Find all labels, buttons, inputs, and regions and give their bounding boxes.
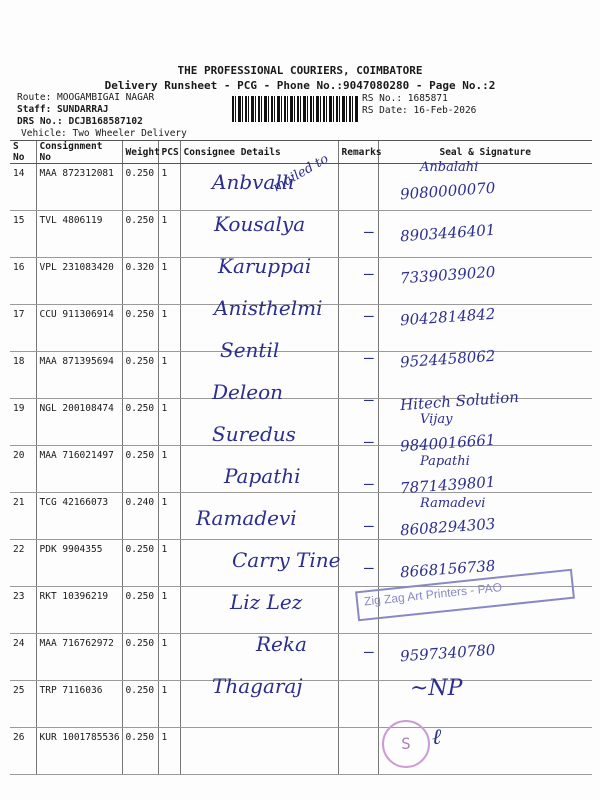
handwritten-phone: 7871439801 bbox=[399, 472, 496, 498]
pcs-cell: 1 bbox=[158, 587, 180, 634]
pcs-cell: 1 bbox=[158, 399, 180, 446]
remark-dash: — bbox=[364, 432, 374, 451]
weight-cell: 0.250 bbox=[122, 399, 158, 446]
handwritten-phone: 9042814842 bbox=[399, 304, 496, 330]
handwritten-signature-name: Ramadevi bbox=[420, 496, 486, 511]
sno-cell: 17 bbox=[10, 305, 36, 352]
weight-cell: 0.250 bbox=[122, 681, 158, 728]
weight-cell: 0.240 bbox=[122, 493, 158, 540]
remark-dash: — bbox=[364, 222, 374, 241]
signature-cell bbox=[378, 164, 592, 211]
seal-stamp: S bbox=[382, 720, 430, 768]
handwritten-consignee: Sentil bbox=[220, 338, 280, 362]
pcs-cell: 1 bbox=[158, 728, 180, 775]
sno-cell: 21 bbox=[10, 493, 36, 540]
consignment-cell: PDK 9904355 bbox=[36, 540, 122, 587]
consignee-cell bbox=[180, 493, 338, 540]
pcs-cell: 1 bbox=[158, 164, 180, 211]
weight-cell: 0.250 bbox=[122, 211, 158, 258]
handwritten-consignee: Ramadevi bbox=[196, 506, 297, 530]
table-row bbox=[10, 634, 592, 681]
vehicle-label: Vehicle: Two Wheeler Delivery bbox=[21, 128, 187, 139]
handwritten-consignee: Deleon bbox=[212, 380, 284, 404]
route-label: Route: MOOGAMBIGAI NAGAR bbox=[17, 92, 155, 103]
weight-cell: 0.250 bbox=[122, 164, 158, 211]
weight-cell: 0.250 bbox=[122, 446, 158, 493]
sno-cell: 16 bbox=[10, 258, 36, 305]
sno-cell: 20 bbox=[10, 446, 36, 493]
rs-date: RS Date: 16-Feb-2026 bbox=[362, 105, 477, 116]
handwritten-consignee: Carry Tine bbox=[232, 548, 341, 572]
signature-cell bbox=[378, 305, 592, 352]
end-tick: ℓ bbox=[432, 725, 442, 750]
handwritten-consignee: Liz Lez bbox=[230, 590, 303, 614]
drs-number: DRS No.: DCJB168587102 bbox=[17, 116, 143, 127]
col-signature: Seal & Signature bbox=[378, 141, 592, 164]
handwritten-consignee: Papathi bbox=[224, 464, 301, 488]
handwritten-phone: Hitech Solution bbox=[399, 387, 520, 415]
sno-cell: 23 bbox=[10, 587, 36, 634]
col-consignment: Consignment No bbox=[36, 141, 122, 164]
handwritten-phone: 8903446401 bbox=[399, 220, 496, 246]
handwritten-signature-name: Papathi bbox=[420, 454, 470, 469]
staff-label: Staff: SUNDARRAJ bbox=[17, 104, 109, 115]
consignment-cell: NGL 200108474 bbox=[36, 399, 122, 446]
consignee-cell bbox=[180, 305, 338, 352]
remarks-cell bbox=[338, 728, 378, 775]
signature-cell bbox=[378, 352, 592, 399]
consignee-cell bbox=[180, 728, 338, 775]
consignment-cell: KUR 1001785536 bbox=[36, 728, 122, 775]
sno-cell: 19 bbox=[10, 399, 36, 446]
pcs-cell: 1 bbox=[158, 258, 180, 305]
consignment-cell: TVL 4806119 bbox=[36, 211, 122, 258]
pcs-cell: 1 bbox=[158, 305, 180, 352]
col-sno: S No bbox=[10, 141, 36, 164]
handwritten-signature-name: Anbalahi bbox=[420, 160, 479, 175]
printer-stamp: Zig Zag Art Printers - PAO bbox=[355, 569, 575, 622]
pcs-cell: 1 bbox=[158, 493, 180, 540]
sno-cell: 26 bbox=[10, 728, 36, 775]
handwritten-note: mailed to bbox=[270, 151, 332, 196]
col-pcs: PCS bbox=[158, 141, 180, 164]
pcs-cell: 1 bbox=[158, 211, 180, 258]
runsheet-subtitle: Delivery Runsheet - PCG - Phone No.:9047080280 - Page No.:2 bbox=[104, 79, 496, 92]
consignee-cell bbox=[180, 446, 338, 493]
col-consignee: Consignee Details bbox=[180, 141, 338, 164]
remarks-cell bbox=[338, 164, 378, 211]
remark-dash: — bbox=[364, 390, 374, 409]
pcs-cell: 1 bbox=[158, 352, 180, 399]
consignee-cell bbox=[180, 164, 338, 211]
sno-cell: 22 bbox=[10, 540, 36, 587]
consignee-cell bbox=[180, 540, 341, 587]
weight-cell: 0.250 bbox=[122, 728, 158, 775]
table-row bbox=[10, 399, 592, 446]
consignment-cell: MAA 871395694 bbox=[36, 352, 122, 399]
table-row bbox=[10, 258, 592, 305]
handwritten-consignee: Thagaraj bbox=[212, 674, 303, 698]
weight-cell: 0.250 bbox=[122, 587, 158, 634]
handwritten-consignee: Anisthelmi bbox=[214, 296, 323, 320]
signature-cell bbox=[378, 211, 592, 258]
remarks-cell bbox=[338, 681, 378, 728]
consignment-cell: MAA 872312081 bbox=[36, 164, 122, 211]
table-row bbox=[10, 681, 592, 728]
pcs-cell: 1 bbox=[158, 446, 180, 493]
consignee-cell bbox=[180, 681, 338, 728]
consignee-cell bbox=[180, 587, 338, 634]
table-header-row bbox=[10, 141, 592, 164]
handwritten-phone: 8608294303 bbox=[399, 514, 496, 540]
signature-cell bbox=[378, 634, 592, 681]
table-row bbox=[10, 164, 592, 211]
handwritten-phone: 9080000070 bbox=[399, 178, 496, 204]
sno-cell: 14 bbox=[10, 164, 36, 211]
consignment-cell: MAA 716021497 bbox=[36, 446, 122, 493]
pcs-cell: 1 bbox=[158, 540, 180, 587]
remark-dash: — bbox=[364, 348, 374, 367]
handwritten-consignee: Karuppai bbox=[218, 254, 312, 278]
weight-cell: 0.250 bbox=[122, 540, 158, 587]
remark-dash: — bbox=[364, 516, 374, 535]
handwritten-consignee: Kousalya bbox=[214, 212, 306, 236]
signature-cell bbox=[378, 493, 592, 540]
handwritten-consignee: Anbvalli bbox=[212, 170, 295, 194]
barcode bbox=[232, 96, 358, 122]
handwritten-phone: 9597340780 bbox=[399, 640, 496, 666]
sno-cell: 24 bbox=[10, 634, 36, 681]
weight-cell: 0.250 bbox=[122, 352, 158, 399]
signature-cell bbox=[378, 399, 592, 446]
table-row bbox=[10, 211, 592, 258]
table-row bbox=[10, 352, 592, 399]
consignment-cell: CCU 911306914 bbox=[36, 305, 122, 352]
signature-cell bbox=[378, 446, 592, 493]
consignment-cell: RKT 10396219 bbox=[36, 587, 122, 634]
table-row bbox=[10, 446, 592, 493]
consignment-cell: MAA 716762972 bbox=[36, 634, 122, 681]
handwritten-phone: 8668156738 bbox=[399, 556, 496, 582]
sno-cell: 18 bbox=[10, 352, 36, 399]
remark-dash: — bbox=[364, 306, 374, 325]
handwritten-consignee: Suredus bbox=[212, 422, 296, 446]
handwritten-phone: 9840016661 bbox=[399, 430, 496, 456]
table-row bbox=[10, 493, 592, 540]
consignment-cell: TRP 7116036 bbox=[36, 681, 122, 728]
consignee-cell bbox=[180, 399, 338, 446]
col-weight: Weight bbox=[122, 141, 158, 164]
handwritten-phone: 7339039020 bbox=[399, 262, 496, 288]
company-title: THE PROFESSIONAL COURIERS, COIMBATORE bbox=[177, 64, 423, 77]
weight-cell: 0.250 bbox=[122, 305, 158, 352]
sno-cell: 25 bbox=[10, 681, 36, 728]
weight-cell: 0.250 bbox=[122, 634, 158, 681]
consignment-cell: TCG 42166073 bbox=[36, 493, 122, 540]
handwritten-phone: 9524458062 bbox=[399, 346, 496, 372]
table-row bbox=[10, 305, 592, 352]
consignee-cell bbox=[180, 352, 338, 399]
remark-dash: — bbox=[364, 264, 374, 283]
handwritten-consignee: Reka bbox=[256, 632, 307, 656]
pcs-cell: 1 bbox=[158, 634, 180, 681]
rs-number: RS No.: 1685871 bbox=[362, 93, 448, 104]
sno-cell: 15 bbox=[10, 211, 36, 258]
runsheet-table bbox=[10, 140, 592, 775]
consignment-cell: VPL 231083420 bbox=[36, 258, 122, 305]
signature-scribble: ~NP bbox=[410, 676, 463, 701]
remark-dash: — bbox=[364, 474, 374, 493]
handwritten-signature-name: Vijay bbox=[420, 412, 453, 427]
consignee-cell bbox=[180, 258, 338, 305]
remark-dash: — bbox=[364, 642, 374, 661]
pcs-cell: 1 bbox=[158, 681, 180, 728]
remark-dash: — bbox=[364, 558, 374, 577]
weight-cell: 0.320 bbox=[122, 258, 158, 305]
table-row bbox=[10, 728, 592, 775]
col-remarks: Remarks bbox=[338, 141, 378, 164]
consignee-cell bbox=[180, 634, 338, 681]
consignee-cell bbox=[180, 211, 338, 258]
signature-cell bbox=[378, 258, 592, 305]
